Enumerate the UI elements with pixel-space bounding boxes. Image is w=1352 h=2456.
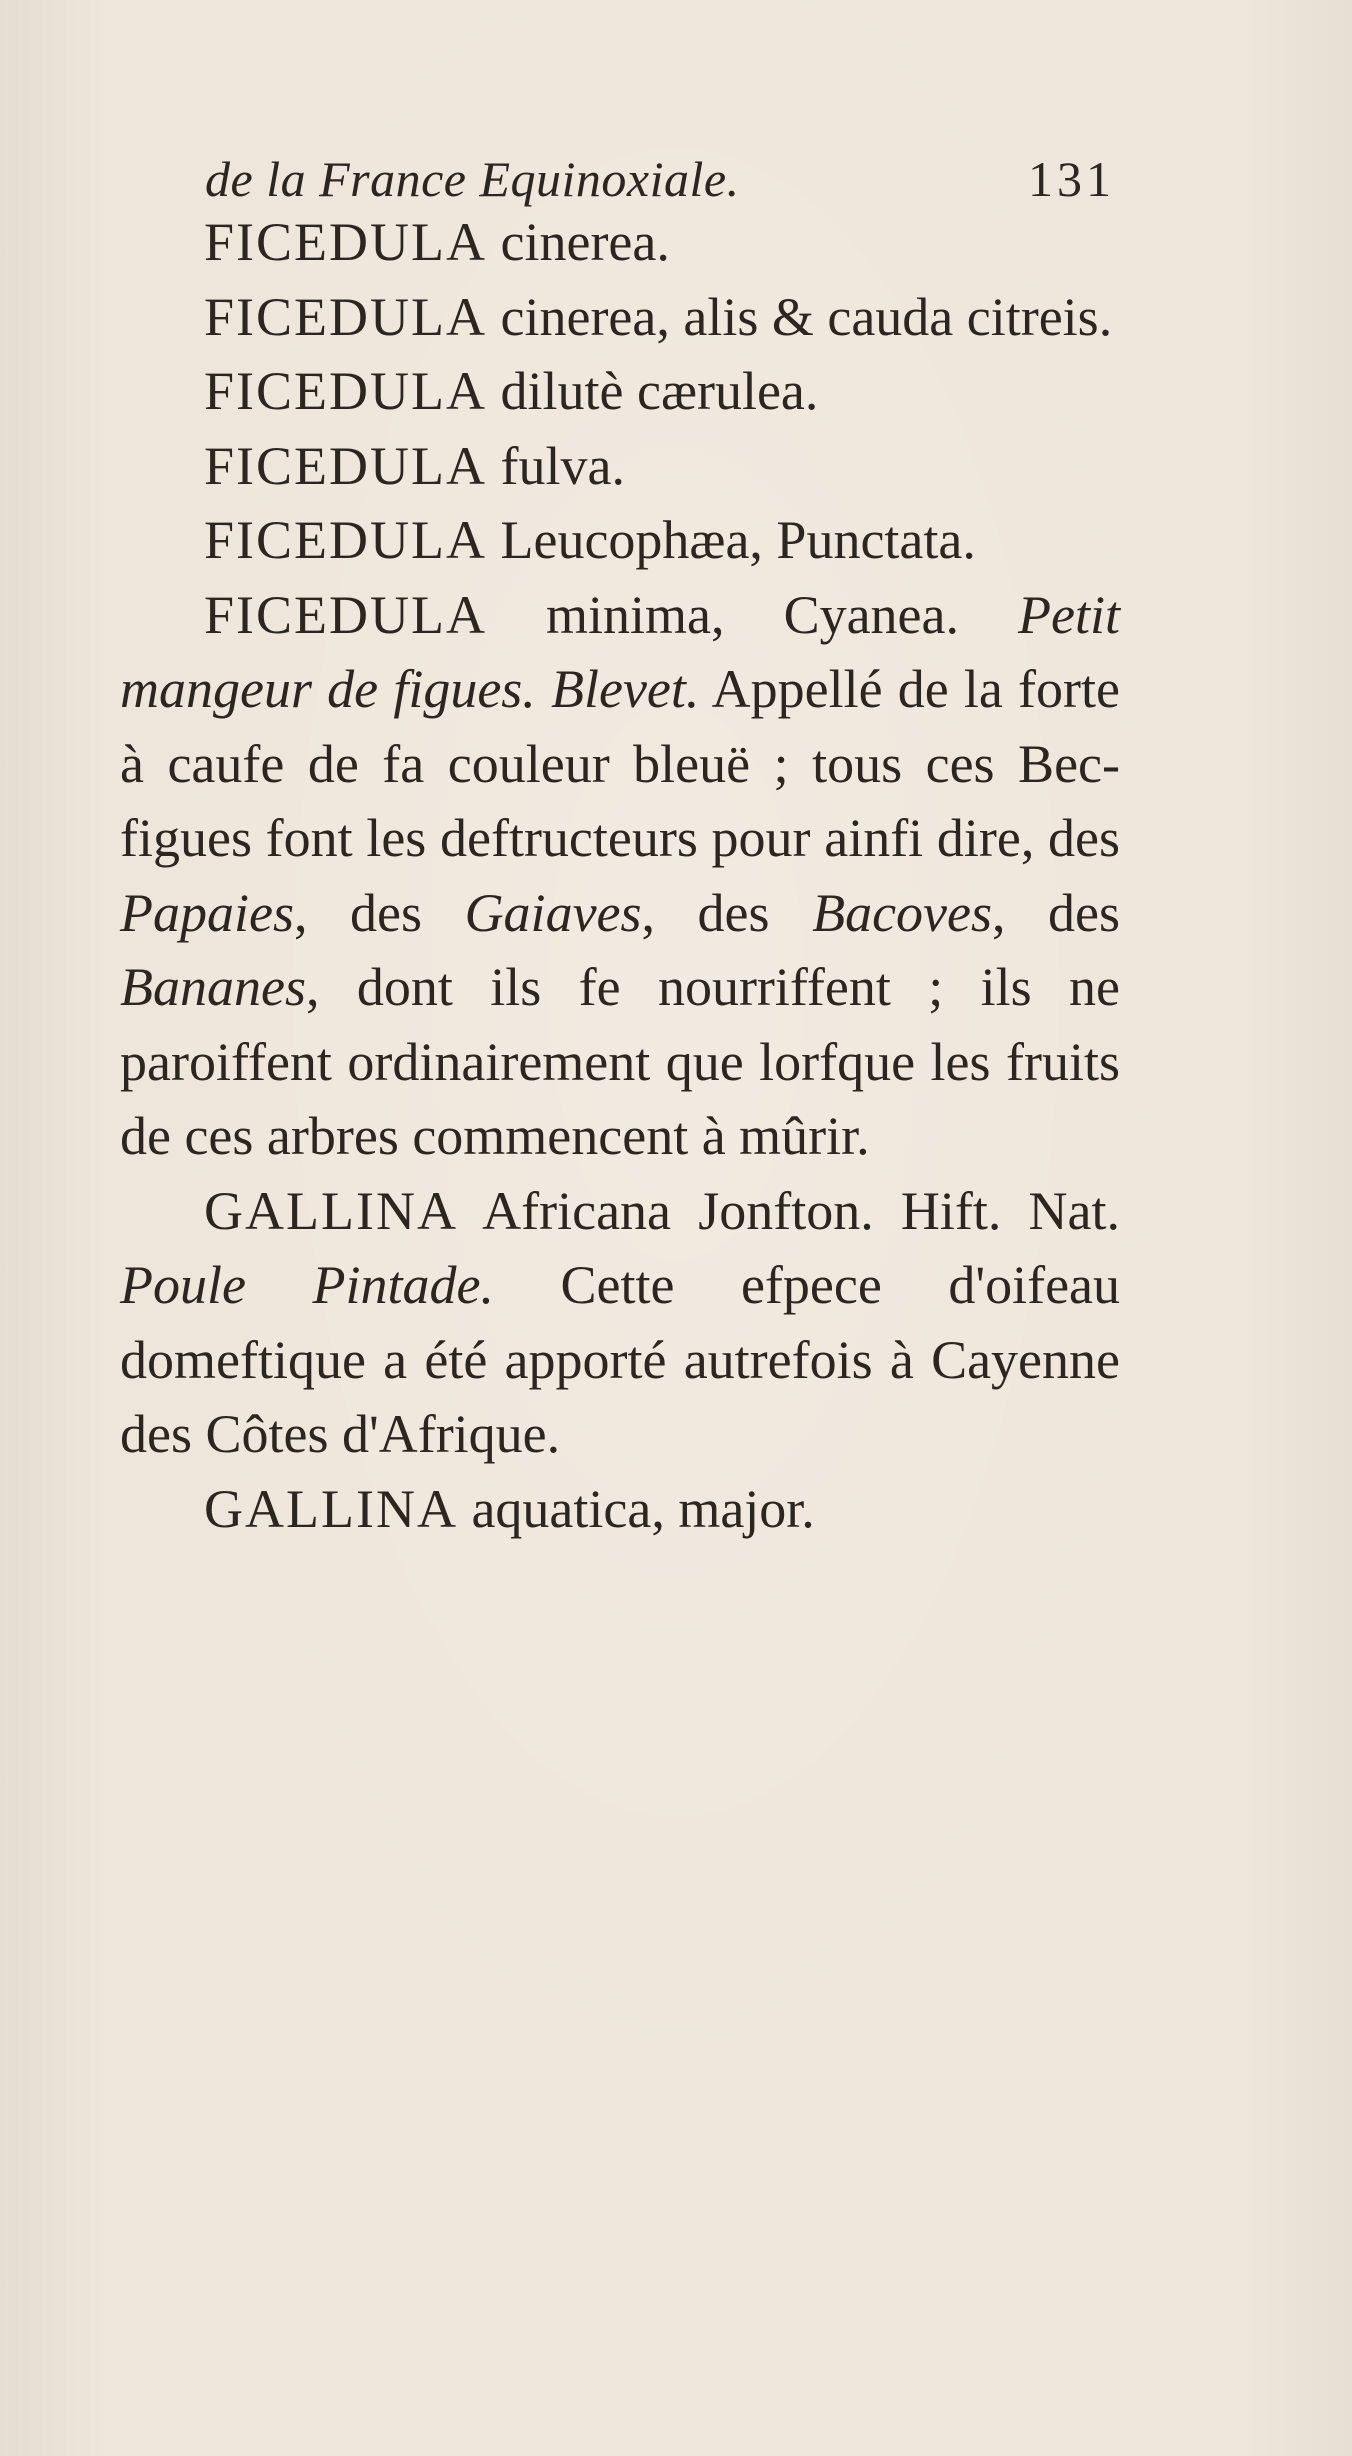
species-name: FICEDULA	[204, 584, 487, 645]
entry-text: , dont ils fe nourriffent ; ils ne paroiffent ordinairement que lorfque les fruits de ces arbres commencent à mûrir.	[120, 957, 1120, 1166]
entry-ficedula-cinerea	[120, 205, 1120, 280]
entry-text: Africana Jonfton. Hift. Nat.	[457, 1180, 1120, 1241]
entry-text: Appellé de la forte à caufe de fa couleur bleuë ; tous ces Bec-figues font les deftructeurs pour ainfi dire, des	[120, 659, 1120, 868]
running-title: de la France Equinoxiale.	[205, 151, 740, 207]
entry-ficedula-fulva	[120, 429, 1120, 504]
entry-text: fulva.	[487, 435, 625, 496]
entry-text: , des	[992, 882, 1121, 943]
entry-text: Leucophæa, Punctata.	[487, 510, 976, 570]
species-name: GALLINA	[204, 1180, 458, 1241]
species-name: FICEDULA	[204, 435, 487, 496]
entry-italic: Gaiaves	[464, 882, 642, 943]
entry-text: cinerea, alis & cauda citreis.	[487, 286, 1113, 347]
entry-text: cinerea.	[487, 212, 670, 272]
species-name: FICEDULA	[204, 361, 487, 421]
page-number: 131	[1028, 151, 1115, 207]
entry-italic: Bananes	[120, 957, 306, 1017]
entry-italic: Bacoves	[812, 882, 992, 943]
text-body	[120, 205, 1120, 1546]
entry-text: dilutè cærulea.	[487, 361, 819, 421]
species-name: FICEDULA	[204, 212, 487, 272]
entry-text: minima, Cyanea.	[487, 584, 1019, 645]
entry-italic: Petit mangeur de figues. Blevet.	[120, 584, 1120, 719]
entry-gallina-aquatica	[120, 1472, 1120, 1547]
entry-ficedula-cinerea-alis	[120, 280, 1120, 355]
species-name: GALLINA	[204, 1478, 458, 1539]
entry-ficedula-leucophæa	[120, 503, 1120, 578]
entry-text: Cette efpece d'oifeau domeftique a été apporté autrefois à Cayenne des Côtes d'Afrique.	[120, 1255, 1120, 1464]
entry-ficedula-cærulea	[120, 354, 1120, 429]
entry-text: , des	[641, 882, 813, 943]
entry-ficedula-minima	[120, 578, 1120, 1174]
entry-text: , des	[293, 882, 465, 943]
species-name: FICEDULA	[204, 286, 487, 347]
entry-italic: Poule Pintade.	[120, 1255, 494, 1315]
entry-italic: Papaies	[120, 882, 294, 943]
entry-text: aquatica, major.	[457, 1478, 815, 1539]
species-name: FICEDULA	[204, 510, 487, 570]
entry-gallina-africana	[120, 1174, 1120, 1472]
